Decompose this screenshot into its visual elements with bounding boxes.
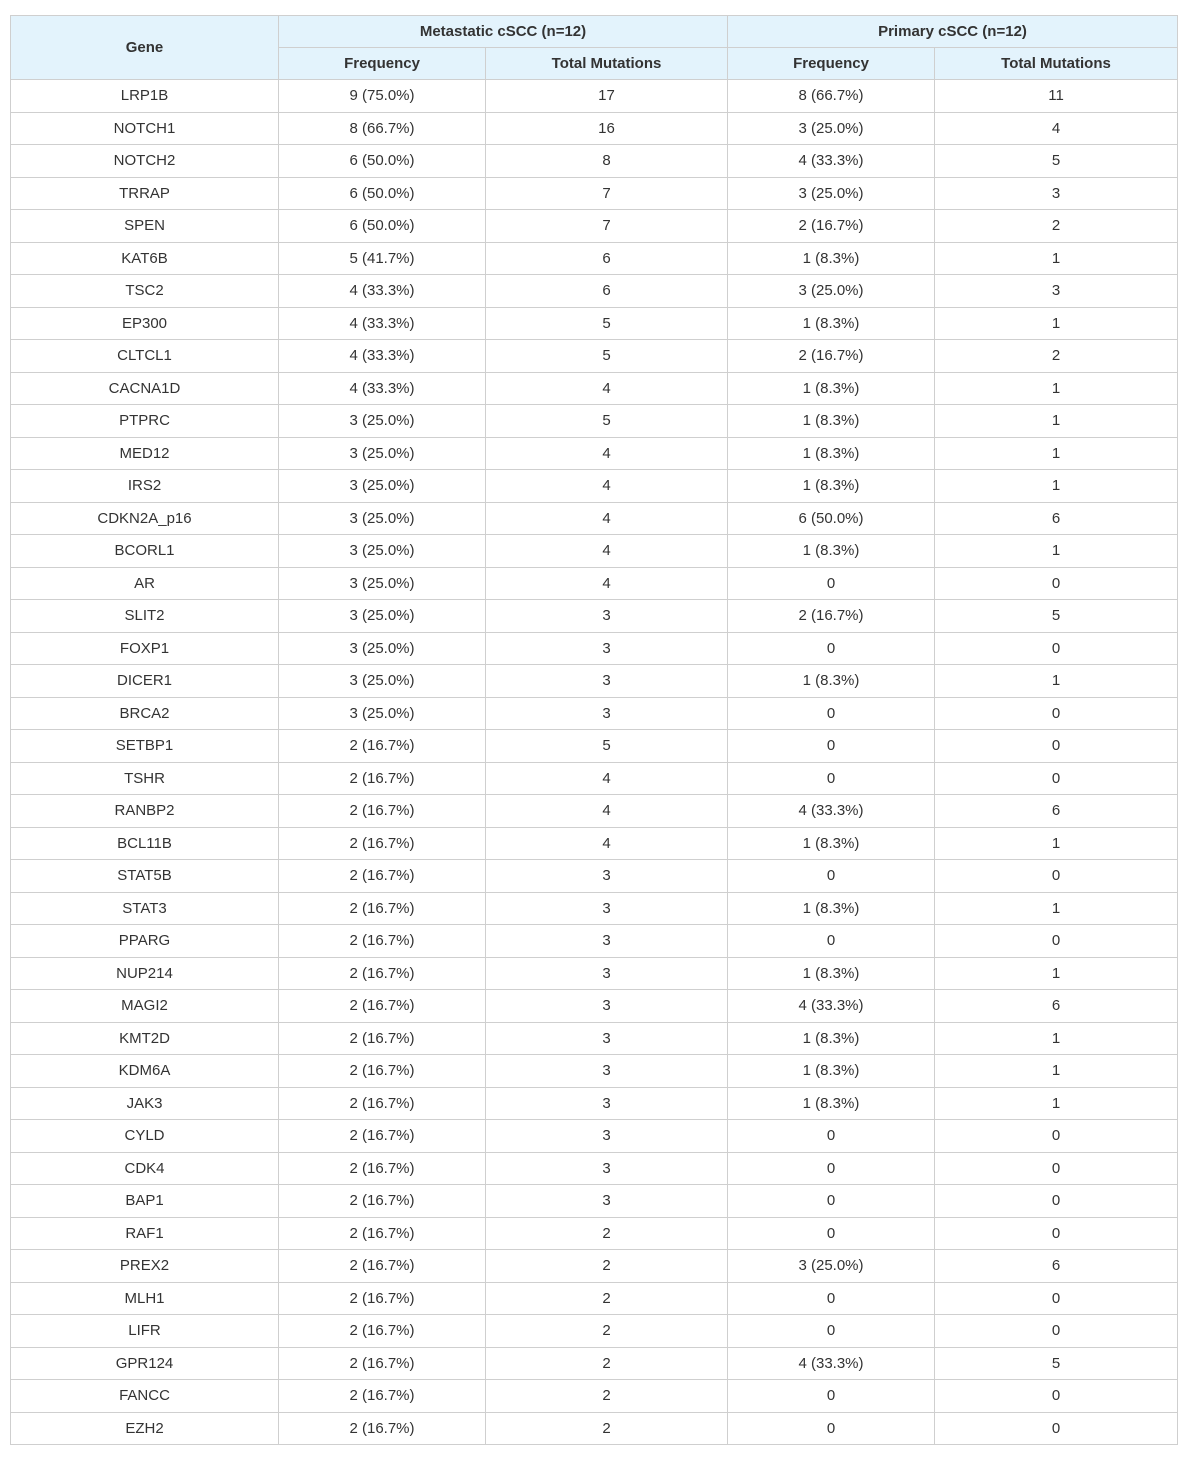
table-row (11, 1412, 1178, 1445)
gene-cell: TSC2 (11, 275, 279, 308)
table-row (11, 600, 1178, 633)
primary-total-mutations-cell: 1 (935, 1087, 1178, 1120)
primary-frequency-cell: 1 (8.3%) (728, 957, 935, 990)
primary-total-mutations-cell: 3 (935, 275, 1178, 308)
gene-cell: CYLD (11, 1120, 279, 1153)
metastatic-total-mutations-cell: 3 (486, 892, 728, 925)
primary-total-mutations-cell: 0 (935, 1185, 1178, 1218)
metastatic-frequency-cell: 2 (16.7%) (279, 1250, 486, 1283)
primary-total-mutations-header: Total Mutations (935, 48, 1178, 80)
metastatic-total-mutations-cell: 7 (486, 210, 728, 243)
primary-frequency-cell: 1 (8.3%) (728, 827, 935, 860)
primary-frequency-cell: 1 (8.3%) (728, 535, 935, 568)
primary-frequency-cell: 4 (33.3%) (728, 795, 935, 828)
primary-frequency-cell: 3 (25.0%) (728, 177, 935, 210)
metastatic-total-mutations-cell: 3 (486, 600, 728, 633)
primary-total-mutations-cell: 0 (935, 1380, 1178, 1413)
metastatic-frequency-cell: 3 (25.0%) (279, 665, 486, 698)
gene-cell: MLH1 (11, 1282, 279, 1315)
primary-frequency-cell: 4 (33.3%) (728, 145, 935, 178)
primary-frequency-header: Frequency (728, 48, 935, 80)
table-row (11, 1380, 1178, 1413)
table-row (11, 567, 1178, 600)
primary-frequency-cell: 0 (728, 1120, 935, 1153)
gene-cell: SPEN (11, 210, 279, 243)
metastatic-total-mutations-cell: 3 (486, 1055, 728, 1088)
primary-frequency-cell: 4 (33.3%) (728, 1347, 935, 1380)
metastatic-total-mutations-cell: 5 (486, 730, 728, 763)
table-row (11, 860, 1178, 893)
metastatic-total-mutations-header: Total Mutations (486, 48, 728, 80)
primary-frequency-cell: 0 (728, 1217, 935, 1250)
metastatic-frequency-cell: 2 (16.7%) (279, 1315, 486, 1348)
primary-frequency-cell: 1 (8.3%) (728, 665, 935, 698)
metastatic-frequency-cell: 3 (25.0%) (279, 600, 486, 633)
gene-cell: LIFR (11, 1315, 279, 1348)
primary-frequency-cell: 3 (25.0%) (728, 1250, 935, 1283)
metastatic-frequency-cell: 8 (66.7%) (279, 112, 486, 145)
metastatic-frequency-cell: 4 (33.3%) (279, 307, 486, 340)
primary-frequency-cell: 1 (8.3%) (728, 437, 935, 470)
primary-total-mutations-cell: 6 (935, 990, 1178, 1023)
table-row (11, 1120, 1178, 1153)
primary-frequency-cell: 1 (8.3%) (728, 242, 935, 275)
primary-total-mutations-cell: 1 (935, 535, 1178, 568)
metastatic-total-mutations-cell: 4 (486, 372, 728, 405)
metastatic-frequency-cell: 3 (25.0%) (279, 632, 486, 665)
primary-total-mutations-cell: 0 (935, 1152, 1178, 1185)
primary-frequency-cell: 6 (50.0%) (728, 502, 935, 535)
metastatic-total-mutations-cell: 3 (486, 925, 728, 958)
primary-total-mutations-cell: 0 (935, 697, 1178, 730)
metastatic-total-mutations-cell: 3 (486, 1152, 728, 1185)
metastatic-total-mutations-cell: 3 (486, 632, 728, 665)
gene-cell: DICER1 (11, 665, 279, 698)
metastatic-frequency-cell: 9 (75.0%) (279, 80, 486, 113)
table-row (11, 535, 1178, 568)
metastatic-total-mutations-cell: 4 (486, 827, 728, 860)
primary-total-mutations-cell: 1 (935, 405, 1178, 438)
primary-frequency-cell: 0 (728, 1152, 935, 1185)
metastatic-frequency-cell: 2 (16.7%) (279, 1380, 486, 1413)
table-row (11, 1282, 1178, 1315)
table-row (11, 1087, 1178, 1120)
metastatic-frequency-cell: 4 (33.3%) (279, 340, 486, 373)
primary-total-mutations-cell: 11 (935, 80, 1178, 113)
primary-frequency-cell: 0 (728, 1412, 935, 1445)
metastatic-total-mutations-cell: 8 (486, 145, 728, 178)
primary-frequency-cell: 3 (25.0%) (728, 275, 935, 308)
metastatic-total-mutations-cell: 3 (486, 990, 728, 1023)
table-row (11, 957, 1178, 990)
table-row (11, 80, 1178, 113)
metastatic-total-mutations-cell: 2 (486, 1250, 728, 1283)
metastatic-frequency-cell: 2 (16.7%) (279, 1120, 486, 1153)
table-row (11, 177, 1178, 210)
metastatic-total-mutations-cell: 3 (486, 1087, 728, 1120)
metastatic-frequency-cell: 3 (25.0%) (279, 437, 486, 470)
metastatic-total-mutations-cell: 3 (486, 957, 728, 990)
primary-total-mutations-cell: 1 (935, 1022, 1178, 1055)
metastatic-frequency-cell: 2 (16.7%) (279, 1087, 486, 1120)
primary-frequency-cell: 1 (8.3%) (728, 1055, 935, 1088)
metastatic-total-mutations-cell: 3 (486, 1120, 728, 1153)
metastatic-frequency-cell: 6 (50.0%) (279, 210, 486, 243)
mutation-table-container (10, 15, 1177, 1445)
gene-cell: FANCC (11, 1380, 279, 1413)
metastatic-frequency-cell: 2 (16.7%) (279, 762, 486, 795)
gene-cell: EP300 (11, 307, 279, 340)
table-row (11, 665, 1178, 698)
table-row (11, 827, 1178, 860)
metastatic-frequency-cell: 4 (33.3%) (279, 275, 486, 308)
primary-total-mutations-cell: 1 (935, 1055, 1178, 1088)
metastatic-frequency-cell: 6 (50.0%) (279, 145, 486, 178)
primary-total-mutations-cell: 1 (935, 470, 1178, 503)
metastatic-frequency-cell: 2 (16.7%) (279, 795, 486, 828)
metastatic-total-mutations-cell: 5 (486, 307, 728, 340)
metastatic-frequency-cell: 2 (16.7%) (279, 1185, 486, 1218)
table-row (11, 340, 1178, 373)
primary-total-mutations-cell: 0 (935, 1315, 1178, 1348)
primary-frequency-cell: 1 (8.3%) (728, 470, 935, 503)
metastatic-total-mutations-cell: 5 (486, 405, 728, 438)
metastatic-frequency-cell: 6 (50.0%) (279, 177, 486, 210)
gene-cell: CDK4 (11, 1152, 279, 1185)
primary-frequency-cell: 0 (728, 1185, 935, 1218)
table-row (11, 372, 1178, 405)
table-row (11, 632, 1178, 665)
gene-cell: BCL11B (11, 827, 279, 860)
metastatic-frequency-cell: 2 (16.7%) (279, 1055, 486, 1088)
primary-group-header: Primary cSCC (n=12) (728, 16, 1178, 48)
gene-cell: MAGI2 (11, 990, 279, 1023)
gene-cell: JAK3 (11, 1087, 279, 1120)
metastatic-frequency-header: Frequency (279, 48, 486, 80)
metastatic-frequency-cell: 3 (25.0%) (279, 502, 486, 535)
primary-total-mutations-cell: 1 (935, 307, 1178, 340)
primary-frequency-cell: 8 (66.7%) (728, 80, 935, 113)
table-row (11, 1315, 1178, 1348)
gene-cell: GPR124 (11, 1347, 279, 1380)
metastatic-frequency-cell: 2 (16.7%) (279, 892, 486, 925)
primary-frequency-cell: 2 (16.7%) (728, 600, 935, 633)
primary-frequency-cell: 4 (33.3%) (728, 990, 935, 1023)
table-row (11, 795, 1178, 828)
gene-cell: MED12 (11, 437, 279, 470)
primary-total-mutations-cell: 3 (935, 177, 1178, 210)
primary-frequency-cell: 0 (728, 730, 935, 763)
primary-frequency-cell: 0 (728, 1282, 935, 1315)
metastatic-total-mutations-cell: 2 (486, 1315, 728, 1348)
metastatic-total-mutations-cell: 2 (486, 1412, 728, 1445)
metastatic-frequency-cell: 4 (33.3%) (279, 372, 486, 405)
primary-total-mutations-cell: 1 (935, 957, 1178, 990)
primary-total-mutations-cell: 5 (935, 1347, 1178, 1380)
primary-frequency-cell: 0 (728, 925, 935, 958)
metastatic-frequency-cell: 3 (25.0%) (279, 405, 486, 438)
metastatic-frequency-cell: 2 (16.7%) (279, 1347, 486, 1380)
gene-cell: KMT2D (11, 1022, 279, 1055)
metastatic-total-mutations-cell: 4 (486, 567, 728, 600)
table-row (11, 307, 1178, 340)
gene-mutation-table (10, 15, 1178, 1445)
primary-total-mutations-cell: 1 (935, 242, 1178, 275)
primary-frequency-cell: 3 (25.0%) (728, 112, 935, 145)
primary-total-mutations-cell: 2 (935, 210, 1178, 243)
metastatic-frequency-cell: 2 (16.7%) (279, 827, 486, 860)
gene-cell: FOXP1 (11, 632, 279, 665)
table-row (11, 112, 1178, 145)
table-header (11, 16, 1178, 80)
metastatic-total-mutations-cell: 16 (486, 112, 728, 145)
primary-total-mutations-cell: 6 (935, 502, 1178, 535)
gene-cell: CLTCL1 (11, 340, 279, 373)
gene-cell: EZH2 (11, 1412, 279, 1445)
primary-frequency-cell: 1 (8.3%) (728, 372, 935, 405)
metastatic-total-mutations-cell: 2 (486, 1380, 728, 1413)
metastatic-total-mutations-cell: 7 (486, 177, 728, 210)
header-row-groups (11, 16, 1178, 48)
metastatic-frequency-cell: 2 (16.7%) (279, 1152, 486, 1185)
table-row (11, 892, 1178, 925)
metastatic-total-mutations-cell: 2 (486, 1217, 728, 1250)
table-row (11, 210, 1178, 243)
gene-cell: PTPRC (11, 405, 279, 438)
gene-cell: NOTCH1 (11, 112, 279, 145)
metastatic-frequency-cell: 2 (16.7%) (279, 1217, 486, 1250)
metastatic-frequency-cell: 3 (25.0%) (279, 470, 486, 503)
primary-frequency-cell: 1 (8.3%) (728, 892, 935, 925)
primary-total-mutations-cell: 0 (935, 925, 1178, 958)
metastatic-frequency-cell: 2 (16.7%) (279, 860, 486, 893)
table-row (11, 990, 1178, 1023)
primary-frequency-cell: 1 (8.3%) (728, 1022, 935, 1055)
table-row (11, 1185, 1178, 1218)
table-row (11, 1217, 1178, 1250)
primary-total-mutations-cell: 1 (935, 372, 1178, 405)
primary-total-mutations-cell: 6 (935, 795, 1178, 828)
metastatic-frequency-cell: 2 (16.7%) (279, 1022, 486, 1055)
primary-frequency-cell: 0 (728, 1380, 935, 1413)
metastatic-total-mutations-cell: 17 (486, 80, 728, 113)
table-row (11, 405, 1178, 438)
table-row (11, 697, 1178, 730)
primary-total-mutations-cell: 5 (935, 145, 1178, 178)
metastatic-frequency-cell: 3 (25.0%) (279, 535, 486, 568)
gene-cell: RANBP2 (11, 795, 279, 828)
metastatic-frequency-cell: 3 (25.0%) (279, 697, 486, 730)
metastatic-group-header: Metastatic cSCC (n=12) (279, 16, 728, 48)
gene-cell: CACNA1D (11, 372, 279, 405)
table-row (11, 730, 1178, 763)
metastatic-frequency-cell: 3 (25.0%) (279, 567, 486, 600)
metastatic-total-mutations-cell: 6 (486, 275, 728, 308)
gene-cell: KAT6B (11, 242, 279, 275)
gene-cell: PREX2 (11, 1250, 279, 1283)
metastatic-total-mutations-cell: 3 (486, 1185, 728, 1218)
table-row (11, 502, 1178, 535)
table-row (11, 925, 1178, 958)
primary-total-mutations-cell: 0 (935, 1412, 1178, 1445)
gene-cell: RAF1 (11, 1217, 279, 1250)
gene-cell: BCORL1 (11, 535, 279, 568)
gene-cell: LRP1B (11, 80, 279, 113)
gene-cell: BRCA2 (11, 697, 279, 730)
table-row (11, 1347, 1178, 1380)
primary-frequency-cell: 0 (728, 1315, 935, 1348)
table-body (11, 80, 1178, 1445)
primary-frequency-cell: 0 (728, 632, 935, 665)
table-row (11, 762, 1178, 795)
metastatic-total-mutations-cell: 4 (486, 535, 728, 568)
primary-total-mutations-cell: 6 (935, 1250, 1178, 1283)
gene-cell: AR (11, 567, 279, 600)
metastatic-frequency-cell: 2 (16.7%) (279, 957, 486, 990)
primary-total-mutations-cell: 5 (935, 600, 1178, 633)
primary-frequency-cell: 0 (728, 762, 935, 795)
primary-frequency-cell: 2 (16.7%) (728, 340, 935, 373)
metastatic-total-mutations-cell: 2 (486, 1347, 728, 1380)
gene-cell: IRS2 (11, 470, 279, 503)
primary-frequency-cell: 0 (728, 567, 935, 600)
gene-cell: CDKN2A_p16 (11, 502, 279, 535)
table-row (11, 1022, 1178, 1055)
metastatic-frequency-cell: 2 (16.7%) (279, 1412, 486, 1445)
gene-cell: NOTCH2 (11, 145, 279, 178)
primary-total-mutations-cell: 0 (935, 632, 1178, 665)
primary-total-mutations-cell: 1 (935, 892, 1178, 925)
metastatic-frequency-cell: 2 (16.7%) (279, 925, 486, 958)
primary-frequency-cell: 1 (8.3%) (728, 307, 935, 340)
metastatic-total-mutations-cell: 3 (486, 697, 728, 730)
metastatic-total-mutations-cell: 3 (486, 665, 728, 698)
metastatic-frequency-cell: 5 (41.7%) (279, 242, 486, 275)
primary-total-mutations-cell: 1 (935, 665, 1178, 698)
table-row (11, 1055, 1178, 1088)
primary-total-mutations-cell: 2 (935, 340, 1178, 373)
primary-frequency-cell: 2 (16.7%) (728, 210, 935, 243)
gene-column-header: Gene (11, 16, 279, 80)
table-row (11, 242, 1178, 275)
metastatic-total-mutations-cell: 2 (486, 1282, 728, 1315)
primary-total-mutations-cell: 1 (935, 437, 1178, 470)
primary-total-mutations-cell: 4 (935, 112, 1178, 145)
table-row (11, 275, 1178, 308)
metastatic-frequency-cell: 2 (16.7%) (279, 990, 486, 1023)
metastatic-total-mutations-cell: 4 (486, 470, 728, 503)
primary-frequency-cell: 0 (728, 697, 935, 730)
metastatic-total-mutations-cell: 5 (486, 340, 728, 373)
gene-cell: KDM6A (11, 1055, 279, 1088)
gene-cell: PPARG (11, 925, 279, 958)
gene-cell: BAP1 (11, 1185, 279, 1218)
primary-total-mutations-cell: 0 (935, 762, 1178, 795)
table-row (11, 1152, 1178, 1185)
gene-cell: TRRAP (11, 177, 279, 210)
primary-total-mutations-cell: 0 (935, 1120, 1178, 1153)
metastatic-total-mutations-cell: 4 (486, 437, 728, 470)
primary-total-mutations-cell: 0 (935, 567, 1178, 600)
gene-cell: STAT5B (11, 860, 279, 893)
metastatic-total-mutations-cell: 6 (486, 242, 728, 275)
gene-cell: NUP214 (11, 957, 279, 990)
primary-total-mutations-cell: 0 (935, 1282, 1178, 1315)
metastatic-total-mutations-cell: 4 (486, 795, 728, 828)
metastatic-total-mutations-cell: 4 (486, 502, 728, 535)
primary-frequency-cell: 1 (8.3%) (728, 405, 935, 438)
metastatic-frequency-cell: 2 (16.7%) (279, 1282, 486, 1315)
table-row (11, 437, 1178, 470)
primary-total-mutations-cell: 0 (935, 730, 1178, 763)
table-row (11, 1250, 1178, 1283)
metastatic-total-mutations-cell: 3 (486, 860, 728, 893)
gene-cell: STAT3 (11, 892, 279, 925)
table-row (11, 470, 1178, 503)
metastatic-total-mutations-cell: 3 (486, 1022, 728, 1055)
primary-total-mutations-cell: 0 (935, 860, 1178, 893)
gene-cell: TSHR (11, 762, 279, 795)
metastatic-total-mutations-cell: 4 (486, 762, 728, 795)
table-row (11, 145, 1178, 178)
primary-frequency-cell: 0 (728, 860, 935, 893)
primary-total-mutations-cell: 0 (935, 1217, 1178, 1250)
gene-cell: SLIT2 (11, 600, 279, 633)
gene-cell: SETBP1 (11, 730, 279, 763)
primary-frequency-cell: 1 (8.3%) (728, 1087, 935, 1120)
metastatic-frequency-cell: 2 (16.7%) (279, 730, 486, 763)
primary-total-mutations-cell: 1 (935, 827, 1178, 860)
